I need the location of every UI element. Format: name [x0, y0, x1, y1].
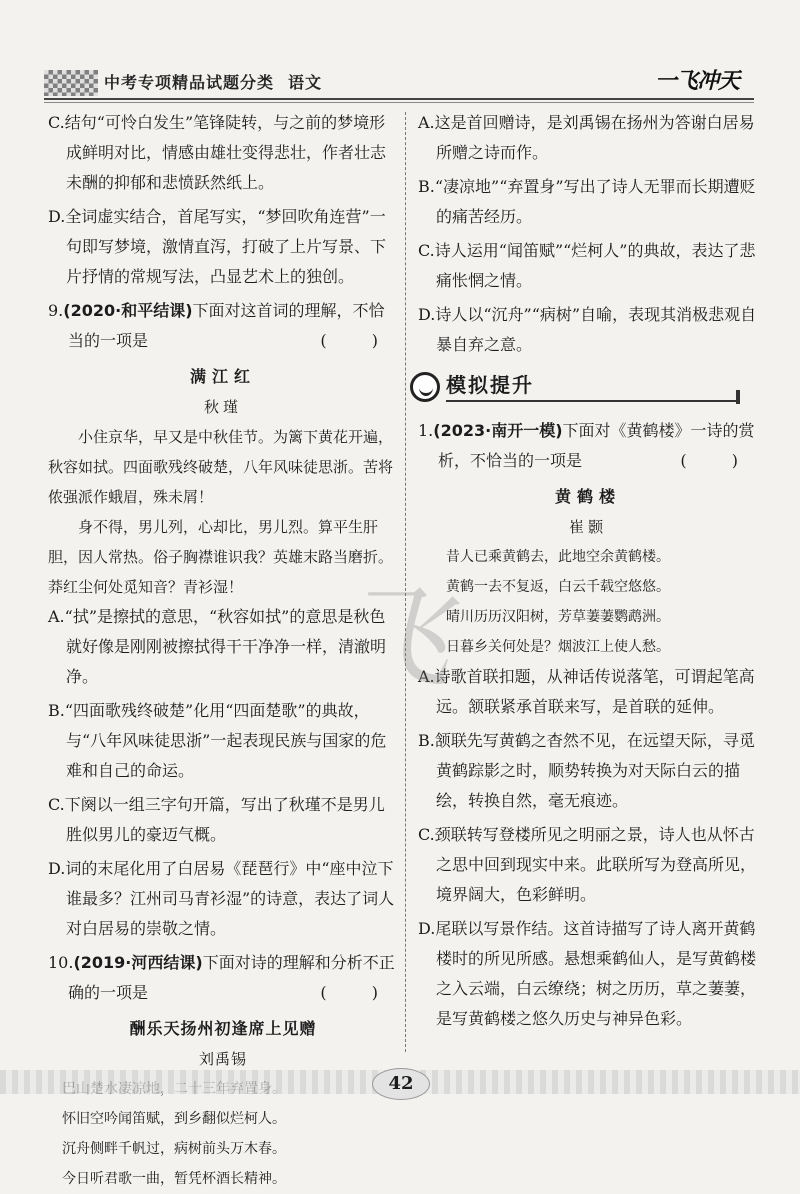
poem-line: 怀旧空吟闻笛赋，到乡翻似烂柯人。 [62, 1111, 286, 1127]
column-divider [405, 112, 406, 1052]
header-rule [44, 98, 754, 100]
q9-option-b: B.“四面歌残终破楚”化用“四面楚歌”的典故，与“八年风味徒思浙”一起表现民族与国家的危难和自己的命运。 [48, 701, 387, 780]
poem-title: 酬乐天扬州初逢席上见赠 [129, 1019, 317, 1038]
header-rule-thin [44, 102, 754, 103]
question-number: 10. [48, 953, 74, 972]
question-9 [48, 296, 398, 356]
section-swirl-icon [410, 372, 440, 402]
poem-line: 晴川历历汉阳树，芳草萋萋鹦鹉洲。 [446, 609, 670, 625]
question-number: 9. [48, 301, 64, 320]
book-title: 中考专项精品试题分类 [104, 73, 275, 92]
q9-option-d: D.词的末尾化用了白居易《琵琶行》中“座中泣下谁最多？江州司马青衫湿”的诗意，表达了词人对白居易的崇敬之情。 [48, 859, 395, 938]
question-text: 下面对诗的理解和分析不正确的一项是 [68, 953, 395, 1002]
poem-title: 黄鹤楼 [554, 487, 621, 506]
poem-stanza: 小住京华，早又是中秋佳节。为篱下黄花开遍，秋容如拭。四面歌残终破楚，八年风味徒思浙。苦将侬强派作蛾眉，殊未屑！ [48, 428, 394, 506]
answer-blank: ( ) [320, 983, 398, 1002]
watermark-logo: 飞 [340, 574, 450, 702]
question-source: (2023·南开一模) [433, 421, 563, 440]
answer-blank: ( ) [320, 331, 398, 350]
page-header [0, 48, 800, 108]
poem-stanza: 身不得，男儿列，心却比，男儿烈。算平生肝胆，因人常热。俗子胸襟谁识我？英雄末路当磨折。莽红尘何处觅知音？青衫湿！ [48, 518, 394, 596]
header-checker-decoration [44, 70, 98, 96]
question-text: 下面对《黄鹤楼》一诗的赏析，不恰当的一项是 [438, 421, 755, 470]
q8-option-c: C.结句“可怜白发生”笔锋陡转，与之前的梦境形成鲜明对比，情感由雄壮变得悲壮，作者壮志未酬的抑郁和悲愤跃然纸上。 [48, 113, 387, 192]
question-10 [48, 948, 398, 1008]
brand-logo: 一飞冲天 [655, 69, 740, 94]
q10-option-c: C.诗人运用“闻笛赋”“烂柯人”的典故，表达了悲痛怅惘之情。 [418, 241, 756, 290]
answer-blank: ( ) [680, 451, 758, 470]
question-number: 1. [418, 421, 434, 440]
q9-option-c: C.下阕以一组三字句开篇，写出了秋瑾不是男儿胜似男儿的豪迈气概。 [48, 795, 385, 844]
question-1 [418, 416, 758, 476]
poem-line: 日暮乡关何处是？烟波江上使人愁。 [446, 639, 670, 655]
q10-option-d: D.诗人以“沉舟”“病树”自喻，表现其消极悲观自暴自弃之意。 [418, 305, 757, 354]
poem-author: 秋瑾 [203, 398, 242, 416]
page-number: 42 [372, 1068, 430, 1100]
question-text: 下面对这首词的理解，不恰当的一项是 [68, 301, 385, 350]
q10-option-b: B.“凄凉地”“弃置身”写出了诗人无罪而长期遭贬的痛苦经历。 [418, 177, 756, 226]
poem-author: 刘禹锡 [198, 1050, 247, 1068]
poem-line: 黄鹤一去不复返，白云千载空悠悠。 [446, 579, 670, 595]
q1-option-c: C.颈联转写登楼所见之明丽之景，诗人也从怀古之思中回到现实中来。此联所写为登高所见，境界阔大，色彩鲜明。 [418, 825, 757, 904]
left-column [48, 108, 398, 1194]
q1-option-a: A.诗歌首联扣题，从神话传说落笔，可谓起笔高远。颔联紧承首联来写，是首联的延伸。 [418, 667, 755, 716]
q1-option-d: D.尾联以写景作结。这首诗描写了诗人离开黄鹤楼时的所见所感。悬想乘鹤仙人，是写黄鹤楼之入云端，白云缭绕；树之历历，草之萋萋，是写黄鹤楼之悠久历史与神异色彩。 [418, 919, 757, 1028]
header-title [104, 70, 322, 93]
section-end-mark [736, 390, 740, 404]
section-title: 模拟提升 [446, 373, 534, 397]
poem-line: 今日听君歌一曲，暂凭杯酒长精神。 [62, 1171, 286, 1187]
q1-option-b: B.颔联先写黄鹤之杳然不见，在远望天际，寻觅黄鹤踪影之时，顺势转换为对天际白云的描绘，转换自然，毫无痕迹。 [418, 731, 755, 810]
q9-option-a: A.“拭”是擦拭的意思，“秋容如拭”的意思是秋色就好像是刚刚被擦拭得干干净净一样，清澈明净。 [48, 607, 387, 686]
question-source: (2020·和平结课) [63, 301, 193, 320]
q10-option-a: A.这是首回赠诗，是刘禹锡在扬州为答谢白居易所赠之诗而作。 [418, 113, 755, 162]
poem-title: 满江红 [189, 367, 256, 386]
right-column [418, 108, 758, 1038]
poem-line: 昔人已乘黄鹤去，此地空余黄鹤楼。 [446, 549, 670, 565]
question-source: (2019·河西结课) [73, 953, 203, 972]
section-underline [446, 400, 736, 402]
poem-author: 崔颢 [568, 518, 607, 536]
section-header [410, 368, 758, 408]
poem-line: 沉舟侧畔千帆过，病树前头万木春。 [62, 1141, 286, 1157]
subject-label: 语文 [288, 73, 323, 92]
q8-option-d: D.全词虚实结合，首尾写实，“梦回吹角连营”一句即写梦境，激情直泻，打破了上片写景、下片抒情的常规写法，凸显艺术上的独创。 [48, 207, 387, 286]
